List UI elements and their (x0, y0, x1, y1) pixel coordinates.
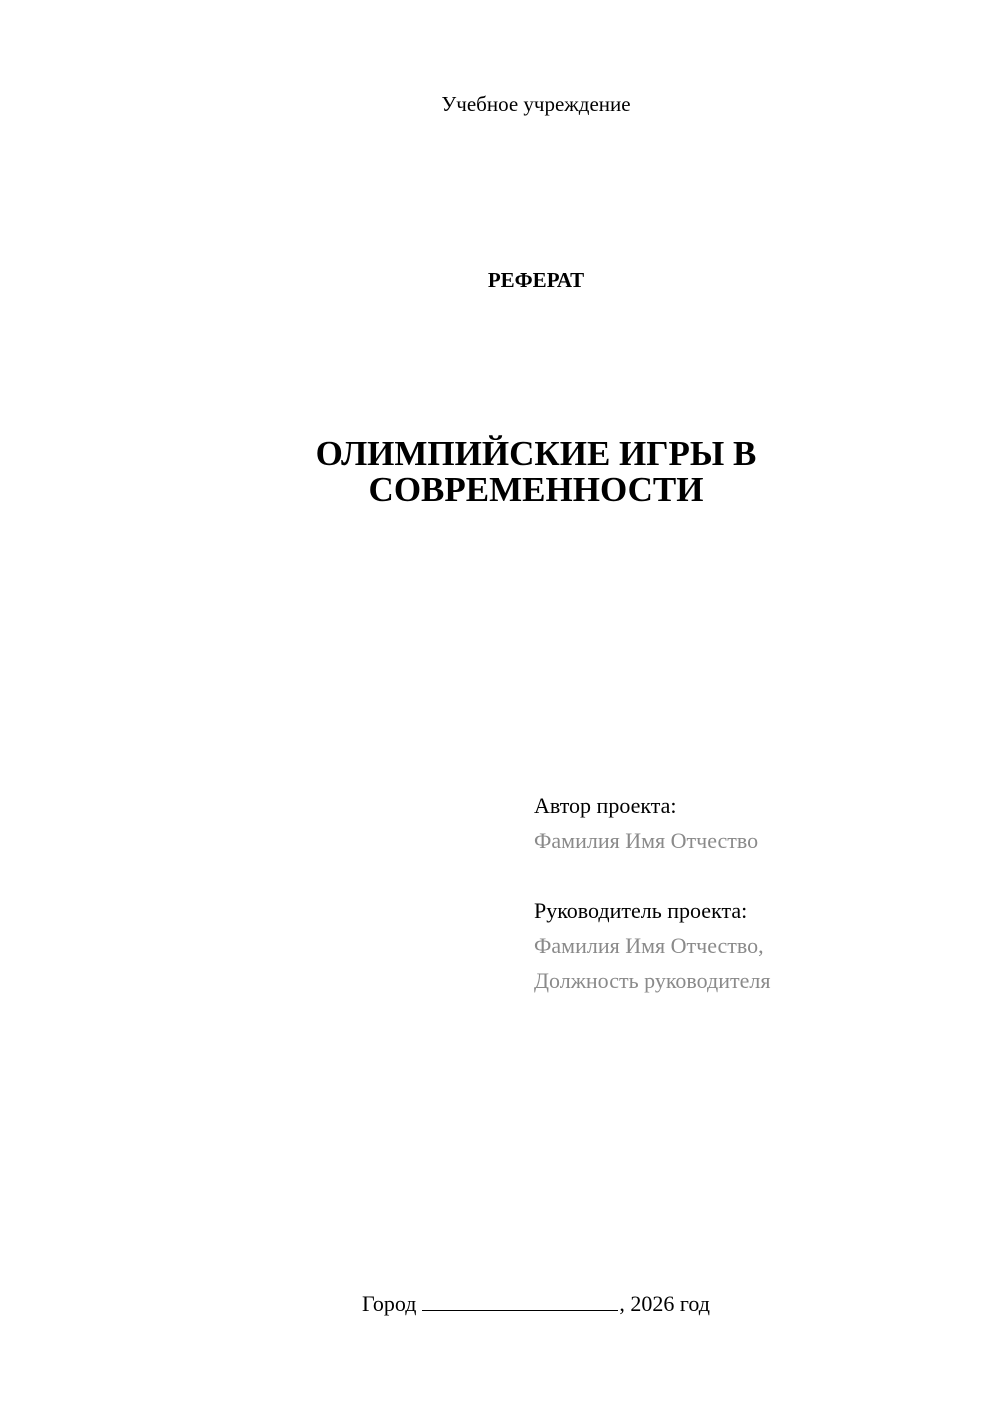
document-title-line-2: СОВРЕМЕННОСТИ (368, 470, 704, 509)
supervisor-position: Должность руководителя (534, 968, 771, 993)
credits-block (534, 788, 770, 998)
city-label: Город (362, 1291, 417, 1316)
institution-name: Учебное учреждение (441, 92, 631, 116)
supervisor-name: Фамилия Имя Отчество, (534, 933, 764, 958)
credits-spacer (534, 858, 770, 893)
document-type: РЕФЕРАТ (487, 268, 585, 292)
city-year-line (0, 1290, 1000, 1317)
author-name: Фамилия Имя Отчество (534, 828, 759, 853)
author-label: Автор проекта: (534, 793, 677, 818)
document-title (0, 436, 1000, 508)
year-text: , 2026 год (619, 1291, 710, 1316)
supervisor-label: Руководитель проекта: (534, 898, 748, 923)
document-title-line-1: ОЛИМПИЙСКИЕ ИГРЫ В (315, 434, 757, 473)
city-blank-underline (422, 1290, 618, 1311)
